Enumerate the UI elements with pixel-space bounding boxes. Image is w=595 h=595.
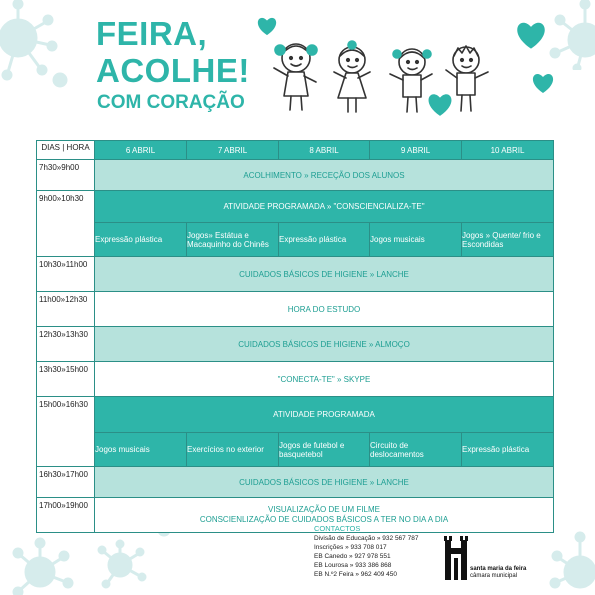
- activity-cell: Jogos de futebol e basquetebol: [279, 433, 370, 467]
- table-row: [37, 160, 554, 191]
- table-header-row: [37, 141, 554, 160]
- time-cell: 17h00»19h00: [37, 498, 95, 533]
- activity-cell: CUIDADOS BÁSICOS DE HIGIENE » ALMOÇO: [95, 327, 554, 362]
- activity-cell: Expressão plástica: [279, 223, 370, 257]
- activity-cell: CUIDADOS BÁSICOS DE HIGIENE » LANCHE: [95, 467, 554, 498]
- time-cell: 9h00»10h30: [37, 191, 95, 257]
- logo-text: [470, 566, 526, 580]
- table-row: [37, 498, 554, 533]
- time-cell: 10h30»11h00: [37, 257, 95, 292]
- header-day: 6 ABRIL: [95, 141, 187, 160]
- time-cell: 11h00»12h30: [37, 292, 95, 327]
- table-row: [37, 467, 554, 498]
- activity-cell: ATIVIDADE PROGRAMADA: [95, 397, 554, 433]
- header-day: 8 ABRIL: [279, 141, 370, 160]
- activity-cell: Circuito de deslocamentos: [370, 433, 462, 467]
- activity-cell: ATIVIDADE PROGRAMADA » "CONSCIENCIALIZA-TE": [95, 191, 554, 223]
- table-row: [37, 362, 554, 397]
- logo-line-1: santa maria da feira: [470, 566, 527, 572]
- activity-cell: Jogos » Quente/ frio e Escondidas: [462, 223, 554, 257]
- activity-cell: "CONECTA-TE" » SKYPE: [95, 362, 554, 397]
- table-row: [37, 292, 554, 327]
- subtitle: COM CORAÇÃO: [97, 92, 245, 113]
- virus-icon-top-right: [540, 0, 595, 70]
- title-line-2: ACOLHE!: [96, 52, 250, 89]
- activity-cell: HORA DO ESTUDO: [95, 292, 554, 327]
- activity-line: VISUALIZAÇÃO DE UM FILME: [267, 505, 381, 514]
- table-row: [37, 433, 554, 467]
- activity-cell: Expressão plástica: [462, 433, 554, 467]
- activity-cell: Jogos musicais: [370, 223, 462, 257]
- activity-cell: Expressão plástica: [95, 223, 187, 257]
- children-drawing: [262, 36, 502, 116]
- heart-icon: [256, 16, 278, 36]
- time-cell: 16h30»17h00: [37, 467, 95, 498]
- contact-line: EB Canedo » 927 978 551: [314, 553, 391, 560]
- schedule-table: [36, 140, 554, 533]
- activity-cell: Jogos» Estátua e Macaquinho do Chinês: [187, 223, 279, 257]
- virus-icon-top-left: [0, 0, 80, 90]
- header-day: 9 ABRIL: [370, 141, 462, 160]
- table-row: [37, 257, 554, 292]
- table-row: [37, 191, 554, 223]
- heart-icon: [514, 20, 548, 50]
- logo-line-2: câmara municipal: [470, 573, 518, 579]
- time-cell: 13h30»15h00: [37, 362, 95, 397]
- time-cell: 7h30»9h00: [37, 160, 95, 191]
- activity-cell: CUIDADOS BÁSICOS DE HIGIENE » LANCHE: [95, 257, 554, 292]
- header-days-hour: DIAS | HORA: [37, 141, 95, 160]
- header-day: 7 ABRIL: [187, 141, 279, 160]
- table-row: [37, 327, 554, 362]
- activity-cell: ACOLHIMENTO » RECEÇÃO DOS ALUNOS: [95, 160, 554, 191]
- municipal-logo-icon: [443, 534, 469, 580]
- contact-line: Divisão de Educação » 932 567 787: [314, 535, 419, 542]
- contact-line: EB N.º2 Feira » 962 409 450: [314, 571, 397, 578]
- header-day: 10 ABRIL: [462, 141, 554, 160]
- contacts-title: CONTACTOS: [314, 524, 361, 533]
- table-row: [37, 223, 554, 257]
- table-row: [37, 397, 554, 433]
- title-line-1: FEIRA,: [96, 15, 208, 52]
- contact-line: Inscrições » 933 708 017: [314, 544, 387, 551]
- heart-icon: [531, 72, 555, 94]
- time-cell: 12h30»13h30: [37, 327, 95, 362]
- activity-line: CONSCIENLIZAÇÃO DE CUIDADOS BÁSICOS A TER NO DIA A DIA: [199, 515, 449, 524]
- activity-cell: Jogos musicais: [95, 433, 187, 467]
- activity-cell: Exercícios no exterior: [187, 433, 279, 467]
- contact-line: EB Lourosa » 933 386 868: [314, 562, 392, 569]
- time-cell: 15h00»16h30: [37, 397, 95, 467]
